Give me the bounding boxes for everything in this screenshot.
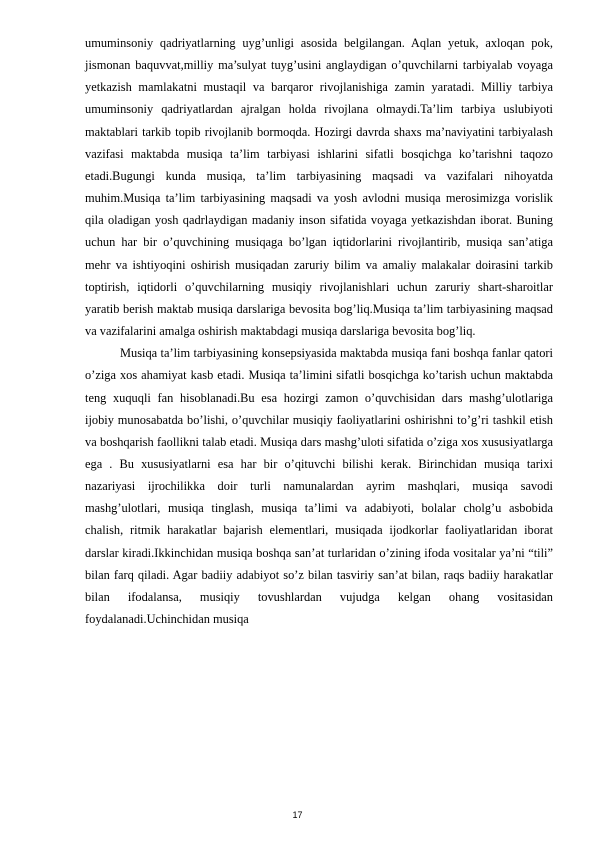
- body-text: [85, 32, 553, 630]
- paragraph-1: umuminsoniy qadriyatlarning uyg’unligi asosida belgilangan. Aqlan yetuk, axloqan pok, jismonan baquvvat,milliy ma’sulyat tuyg’usini anglaydigan o’quvchilarni tarbiyalab voyaga yetkazish mamlakatni mustaqil va barqaror rivojlanishiga zamin yaratadi. Milliy tarbiya umuminsoniy qadriyatlardan ajralgan holda rivojlana olmaydi.Ta’lim tarbiya uslubiyoti maktablari tarkib topib rivojlanib bormoqda. Hozirgi davrda shaxs ma’naviyatini tarbiyalash vazifasi maktabda musiqa ta’lim tarbiyasi ishlarini sifatli bosqichga ko’tarishni taqozo etadi.Bugungi kunda musiqa, ta’lim tarbiyasining maqsadi va vazifalari nihoyatda muhim.Musiqa ta’lim tarbiyasining maqsadi va yosh avlodni musiqa merosimizga vorislik qila oladigan yosh qadrlaydigan madaniy inson sifatida voyaga yetkazishdan iborat. Buning uchun har bir o’quvchining musiqaga bo’lgan iqtidorlarini rivojlantirib, musiqa san’atiga mehr va ishtiyoqini oshirish musiqadan zaruriy bilim va amaliy malakalar doirasini tarkib toptirish, iqtidorli o’quvchilarning musiqiy rivojlanishlari uchun zaruriy shart-sharoitlar yaratib berish maktab musiqa darslariga bevosita bog’liq.Musiqa ta’lim tarbiyasining maqsad va vazifalarini amalga oshirish maktabdagi musiqa darslariga bevosita bog’liq.: [85, 36, 553, 339]
- paragraph-2: Musiqa ta’lim tarbiyasining konsepsiyasida maktabda musiqa fani boshqa fanlar qatori o’ziga xos ahamiyat kasb etadi. Musiqa ta’limini sifatli bosqichga ko’tarish uchun maktabda teng xuquqli fan hisoblanadi.Bu esa hozirgi zamon o’quvchisidan dars mashg’ulotlariga ijobiy munosabatda bo’lishi, o’quvchilar musiqiy faoliyatlarini oshirishni to’g’ri tashkil etish va boshqarish faollikni talab etadi. Musiqa dars mashg’uloti sifatida o’ziga xos xususiyatlarga ega . Bu xususiyatlarni esa har bir o’qituvchi bilishi kerak. Birinchidan musiqa tarixi nazariyasi ijrochilikka doir turli namunalardan ayrim mashqlari, musiqa savodi mashg’ulotlari, musiqa tinglash, musiqa ta’limi va adabiyoti, bolalar cholg’u asbobida chalish, ritmik harakatlar bajarish elementlari, musiqada ijodkorlar faoliyatlaridan iborat darslar kiradi.Ikkinchidan musiqa boshqa san’at turlaridan o’zining ifoda vositalar ya’ni “tili” bilan farq qiladi. Agar badiiy adabiyot so’z bilan tasviriy san’at bilan, raqs badiiy harakatlar bilan ifodalansa, musiqiy tovushlardan vujudga kelgan ohang vositasidan foydalanadi.Uchinchidan musiqa: [85, 346, 553, 627]
- page-number: 17: [292, 810, 303, 820]
